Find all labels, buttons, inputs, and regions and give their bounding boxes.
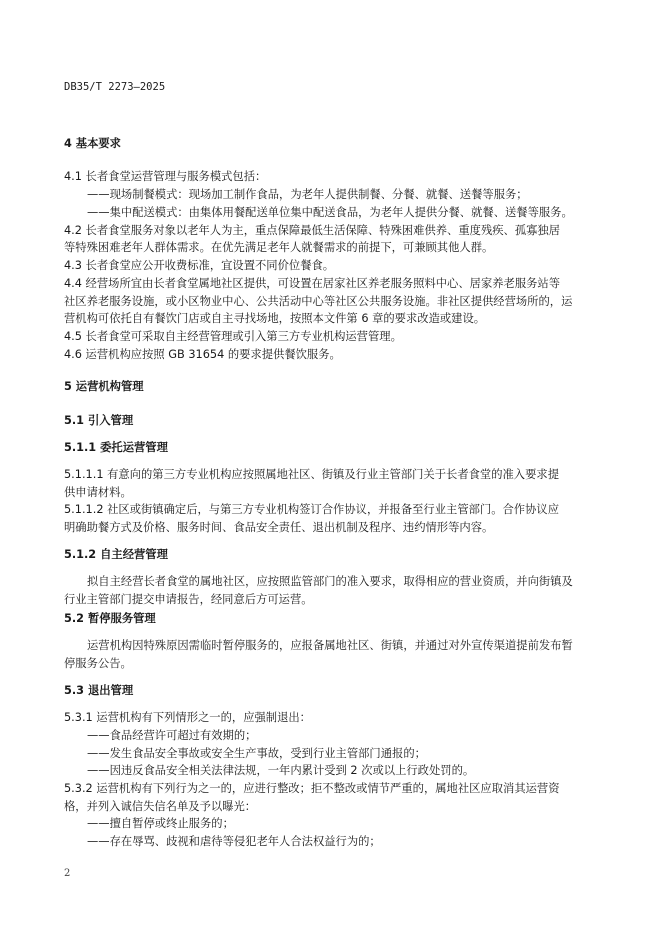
- clause-4-1: 4.1 长者食堂运营管理与服务模式包括：: [64, 170, 267, 183]
- list-item: ——擅自暂停或终止服务的；: [87, 817, 234, 830]
- clause-5-3-2-cont: 格，并列入诚信失信名单及予以曝光：: [64, 800, 257, 813]
- clause-5-3-1: 5.3.1 运营机构有下列情形之一的，应强制退出：: [64, 711, 311, 724]
- clause-5-1-1-2: 5.1.1.2 社区或街镇确定后，与第三方专业机构签订合作协议，并报备至行业主管部门。合作协议应: [64, 503, 559, 516]
- paragraph-5-1-2-cont: 行业主管部门提交申请报告，经同意后方可运营。: [64, 593, 313, 606]
- list-item: ——存在辱骂、歧视和虐待等侵犯老年人合法权益行为的；: [87, 835, 381, 848]
- clause-4-6: 4.6 运营机构应按照 GB 31654 的要求提供餐饮服务。: [64, 348, 341, 361]
- paragraph-5-1-2: 拟自主经营长者食堂的属地社区，应按照监管部门的准入要求，取得相应的营业资质，并向街镇及: [87, 575, 573, 588]
- heading-5-1: 5.1 引入管理: [64, 414, 134, 427]
- heading-5-2: 5.2 暂停服务管理: [64, 612, 156, 625]
- list-item: ——因违反食品安全相关法律法规，一年内累计受到 2 次或以上行政处罚的。: [87, 764, 475, 777]
- clause-4-4-cont: 社区养老服务设施，或小区物业中心、公共活动中心等社区公共服务设施。非社区提供经营场所的，运: [64, 295, 573, 308]
- list-item: ——集中配送模式：由集体用餐配送单位集中配送食品，为老年人提供分餐、就餐、送餐等服务。: [87, 206, 573, 219]
- page-number: 2: [64, 868, 71, 879]
- clause-5-3-2: 5.3.2 运营机构有下列行为之一的，应进行整改；拒不整改或情节严重的，属地社区应取消其运营资: [64, 782, 560, 795]
- clause-4-2: 4.2 长者食堂服务对象以老年人为主，重点保障最低生活保障、特殊困难供养、重度残疾、孤寡独居: [64, 224, 561, 237]
- section-4-heading: 4 基本要求: [64, 137, 121, 150]
- paragraph-5-2: 运营机构因特殊原因需临时暂停服务的，应报备属地社区、街镇，并通过对外宣传渠道提前发布暂: [87, 639, 573, 652]
- list-item: ——现场制餐模式：现场加工制作食品，为老年人提供制餐、分餐、就餐、送餐等服务；: [87, 188, 528, 201]
- section-5-heading: 5 运营机构管理: [64, 380, 144, 393]
- heading-5-3: 5.3 退出管理: [64, 684, 134, 697]
- heading-5-1-1: 5.1.1 委托运营管理: [64, 441, 168, 454]
- clause-4-5: 4.5 长者食堂可采取自主经营管理或引入第三方专业机构运营管理。: [64, 330, 402, 343]
- list-item: ——食品经营许可超过有效期的；: [87, 729, 257, 742]
- paragraph-5-2-cont: 停服务公告。: [64, 657, 132, 670]
- clause-4-4: 4.4 经营场所宜由长者食堂属地社区提供，可设置在居家社区养老服务照料中心、居家养老服务站等: [64, 277, 561, 290]
- document-code: DB35/T 2273—2025: [64, 81, 166, 93]
- clause-4-3: 4.3 长者食堂应公开收费标准，宜设置不同价位餐食。: [64, 259, 335, 272]
- list-item: ——发生食品安全事故或安全生产事故，受到行业主管部门通报的；: [87, 747, 426, 760]
- clause-4-4-cont: 营机构可依托自有餐饮门店或自主寻找场地，按照本文件第 6 章的要求改造或建设。: [64, 312, 486, 325]
- heading-5-1-2: 5.1.2 自主经营管理: [64, 548, 168, 561]
- clause-5-1-1-2-cont: 明确助餐方式及价格、服务时间、食品安全责任、退出机制及程序、违约情形等内容。: [64, 521, 494, 534]
- clause-5-1-1-1: 5.1.1.1 有意向的第三方专业机构应按照属地社区、街镇及行业主管部门关于长者食堂的准入要求提: [64, 468, 559, 481]
- clause-4-2-cont: 等特殊困难老年人群体需求。在优先满足老年人就餐需求的前提下，可兼顾其他人群。: [64, 241, 494, 254]
- clause-5-1-1-1-cont: 供申请材料。: [64, 486, 132, 499]
